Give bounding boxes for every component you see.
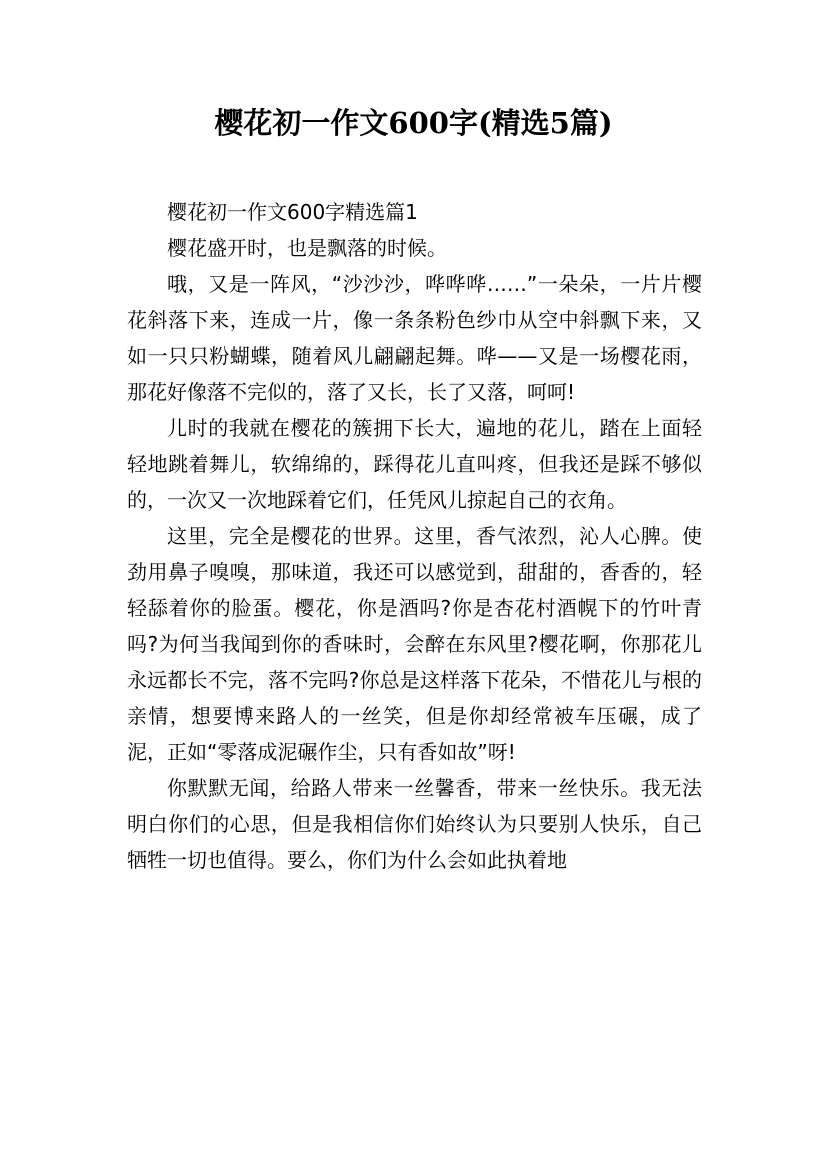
paragraph: 你默默无闻，给路人带来一丝馨香，带来一丝快乐。我无法明白你们的心思，但是我相信你们始终认为只要别人快乐，自己牺牲一切也值得。要么，你们为什么会如此执着地 xyxy=(127,776,702,872)
document-title: 樱花初一作文600字(精选5篇) xyxy=(214,106,613,140)
section-heading: 樱花初一作文600字精选篇1 xyxy=(167,200,418,224)
paragraph: 樱花盛开时，也是飘落的时候。 xyxy=(167,236,447,260)
paragraph: 哦，又是一阵风，“沙沙沙，哗哗哗……”一朵朵，一片片樱花斜落下来，连成一片，像一条条粉色纱巾从空中斜飘下来，又如一只只粉蝴蝶，随着风儿翩翩起舞。哗——又是一场樱花雨，那花好像落不完似的，落了又长，长了又落，呵呵! xyxy=(127,272,702,404)
document-body xyxy=(127,194,702,878)
paragraph: 儿时的我就在樱花的簇拥下长大，遍地的花儿，踏在上面轻轻地跳着舞儿，软绵绵的，踩得花儿直叫疼，但我还是踩不够似的，一次又一次地踩着它们，任凭风儿掠起自己的衣角。 xyxy=(127,416,702,512)
paragraph: 这里，完全是樱花的世界。这里，香气浓烈，沁人心脾。使劲用鼻子嗅嗅，那味道，我还可以感觉到，甜甜的，香香的，轻轻舔着你的脸蛋。樱花，你是酒吗?你是杏花村酒幌下的竹叶青吗?为何当我闻到你的香味时，会醉在东风里?樱花啊，你那花儿永远都长不完，落不完吗?你总是这样落下花朵，不惜花儿与根的亲情，想要博来路人的一丝笑，但是你却经常被车压碾，成了泥，正如“零落成泥碾作尘，只有香如故”呀! xyxy=(127,524,702,764)
